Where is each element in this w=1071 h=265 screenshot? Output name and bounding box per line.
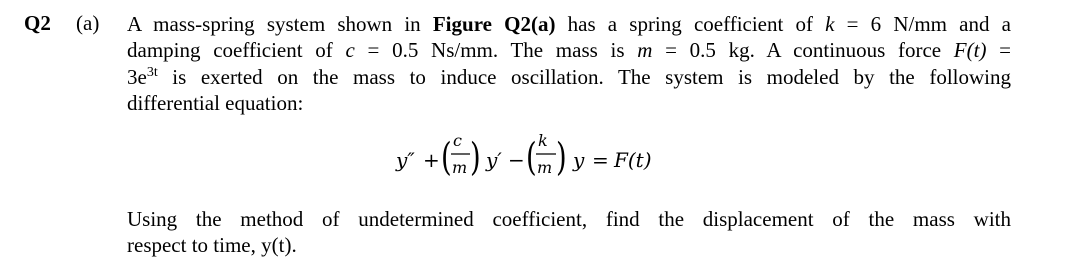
eq-y-double-prime: y″: [396, 148, 415, 172]
eq-paren-close-2: ): [556, 134, 567, 180]
eq-m-denominator-2: m: [537, 158, 553, 177]
eq-paren-open-2: (: [526, 134, 537, 180]
statement-line-1: A mass-spring system shown in Figure Q2(a) has a spring coefficient of k = 6 N/mm and a: [127, 12, 1011, 36]
question-number: Q2: [24, 11, 51, 35]
eq-y-prime: y′: [486, 148, 502, 172]
eq-minus: −: [508, 148, 525, 172]
task-statement: [127, 206, 1011, 259]
eq-equals: =: [592, 148, 609, 172]
eq-k-numerator: k: [538, 131, 548, 150]
statement-line-3: $3e^{3t}$ is exerted on the mass to induce oscillation. The system is modeled by the following: [127, 64, 1011, 89]
eq-m-denominator-1: m: [452, 158, 468, 177]
eq-paren-close-1: ): [470, 134, 481, 180]
eq-paren-open-1: (: [441, 134, 452, 180]
question-part: (a): [76, 11, 100, 35]
exponent: 3t: [146, 64, 158, 80]
eq-plus: +: [423, 148, 440, 172]
statement-line-4: differential equation:: [127, 90, 304, 115]
problem-statement: [127, 11, 1011, 116]
task-line-2: respect to time, y(t).: [127, 233, 297, 258]
eq-rhs-force: F(t): [614, 148, 652, 172]
eq-y: y: [573, 148, 585, 172]
eq-c-numerator: c: [453, 131, 462, 150]
task-line-1: Using the method of undetermined coefficient, find the displacement of the mass with: [127, 207, 1011, 231]
figure-reference: Figure Q2(a): [432, 12, 556, 36]
statement-line-2: damping coefficient of c = 0.5 Ns/mm. The mass is m = 0.5 kg. A continuous force F(t) =: [127, 38, 1011, 63]
